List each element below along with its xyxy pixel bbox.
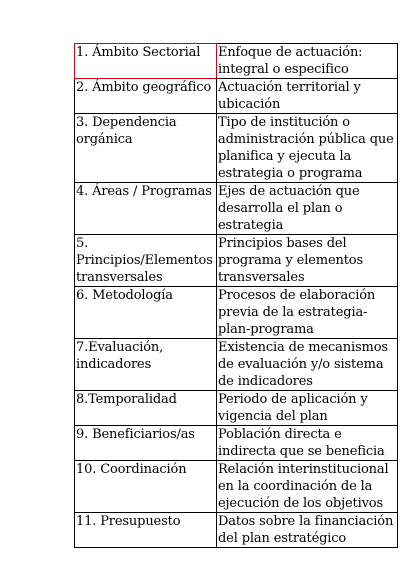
criterion-label: 4. Áreas / Programas xyxy=(76,184,212,199)
criterion-label: 1. Ámbito Sectorial xyxy=(76,45,201,60)
criterion-label: 9. Beneficiarios/as xyxy=(76,427,195,442)
description-cell[interactable] xyxy=(217,235,398,287)
criteria-table-body xyxy=(75,44,398,548)
description-cell[interactable] xyxy=(217,391,398,426)
description-cell[interactable] xyxy=(217,183,398,235)
description-text: Tipo de institución o administración pública que planifica y ejecuta la estrategia o programa xyxy=(218,115,394,181)
criterion-label: 11. Presupuesto xyxy=(76,514,181,529)
table-row xyxy=(75,339,398,391)
criterion-cell[interactable] xyxy=(75,235,217,287)
description-text: Existencia de mecanismos de evaluación y/o sistema de indicadores xyxy=(218,340,388,389)
table-row xyxy=(75,79,398,114)
table-row xyxy=(75,461,398,513)
description-cell[interactable] xyxy=(217,339,398,391)
table-row xyxy=(75,513,398,548)
criterion-label: 7.Evaluación, indicadores xyxy=(76,340,164,372)
table-row xyxy=(75,114,398,183)
criterion-cell[interactable] xyxy=(75,44,217,79)
description-cell[interactable] xyxy=(217,79,398,114)
criterion-cell[interactable] xyxy=(75,426,217,461)
table-row xyxy=(75,44,398,79)
table-row xyxy=(75,391,398,426)
description-cell[interactable] xyxy=(217,114,398,183)
criterion-label: 2. Ámbito geográfico xyxy=(76,80,212,95)
description-text: Datos sobre la financiación del plan estratégico xyxy=(218,514,394,546)
table-row xyxy=(75,183,398,235)
description-text: Actuación territorial y ubicación xyxy=(218,80,361,112)
description-cell[interactable] xyxy=(217,513,398,548)
criterion-label: 6. Metodología xyxy=(76,288,173,303)
criterion-cell[interactable] xyxy=(75,339,217,391)
criterion-label: 5. Principios/Elementos transversales xyxy=(76,236,213,285)
criterion-cell[interactable] xyxy=(75,513,217,548)
description-text: Población directa e indirecta que se beneficia xyxy=(218,427,385,459)
criterion-cell[interactable] xyxy=(75,183,217,235)
criterion-cell[interactable] xyxy=(75,114,217,183)
description-text: Relación interinstitucional en la coordinación de la ejecución de los objetivos xyxy=(218,462,389,511)
table-row xyxy=(75,426,398,461)
description-cell[interactable] xyxy=(217,44,398,79)
table-row xyxy=(75,235,398,287)
criteria-table xyxy=(74,43,398,548)
description-cell[interactable] xyxy=(217,426,398,461)
criterion-cell[interactable] xyxy=(75,461,217,513)
description-text: Procesos de elaboración previa de la estrategia-plan-programa xyxy=(218,288,376,337)
criterion-label: 3. Dependencia orgánica xyxy=(76,115,177,147)
description-text: Periodo de aplicación y vigencia del plan xyxy=(218,392,368,424)
description-cell[interactable] xyxy=(217,461,398,513)
table-row xyxy=(75,287,398,339)
criterion-label: 8.Temporalidad xyxy=(76,392,177,407)
criterion-cell[interactable] xyxy=(75,391,217,426)
criterion-label: 10. Coordinación xyxy=(76,462,187,477)
criterion-cell[interactable] xyxy=(75,79,217,114)
description-text: Ejes de actuación que desarrolla el plan o estrategia xyxy=(218,184,360,233)
criterion-cell[interactable] xyxy=(75,287,217,339)
description-cell[interactable] xyxy=(217,287,398,339)
description-text: Enfoque de actuación: integral o especifico xyxy=(218,45,363,77)
description-text: Principios bases del programa y elementos transversales xyxy=(218,236,363,285)
